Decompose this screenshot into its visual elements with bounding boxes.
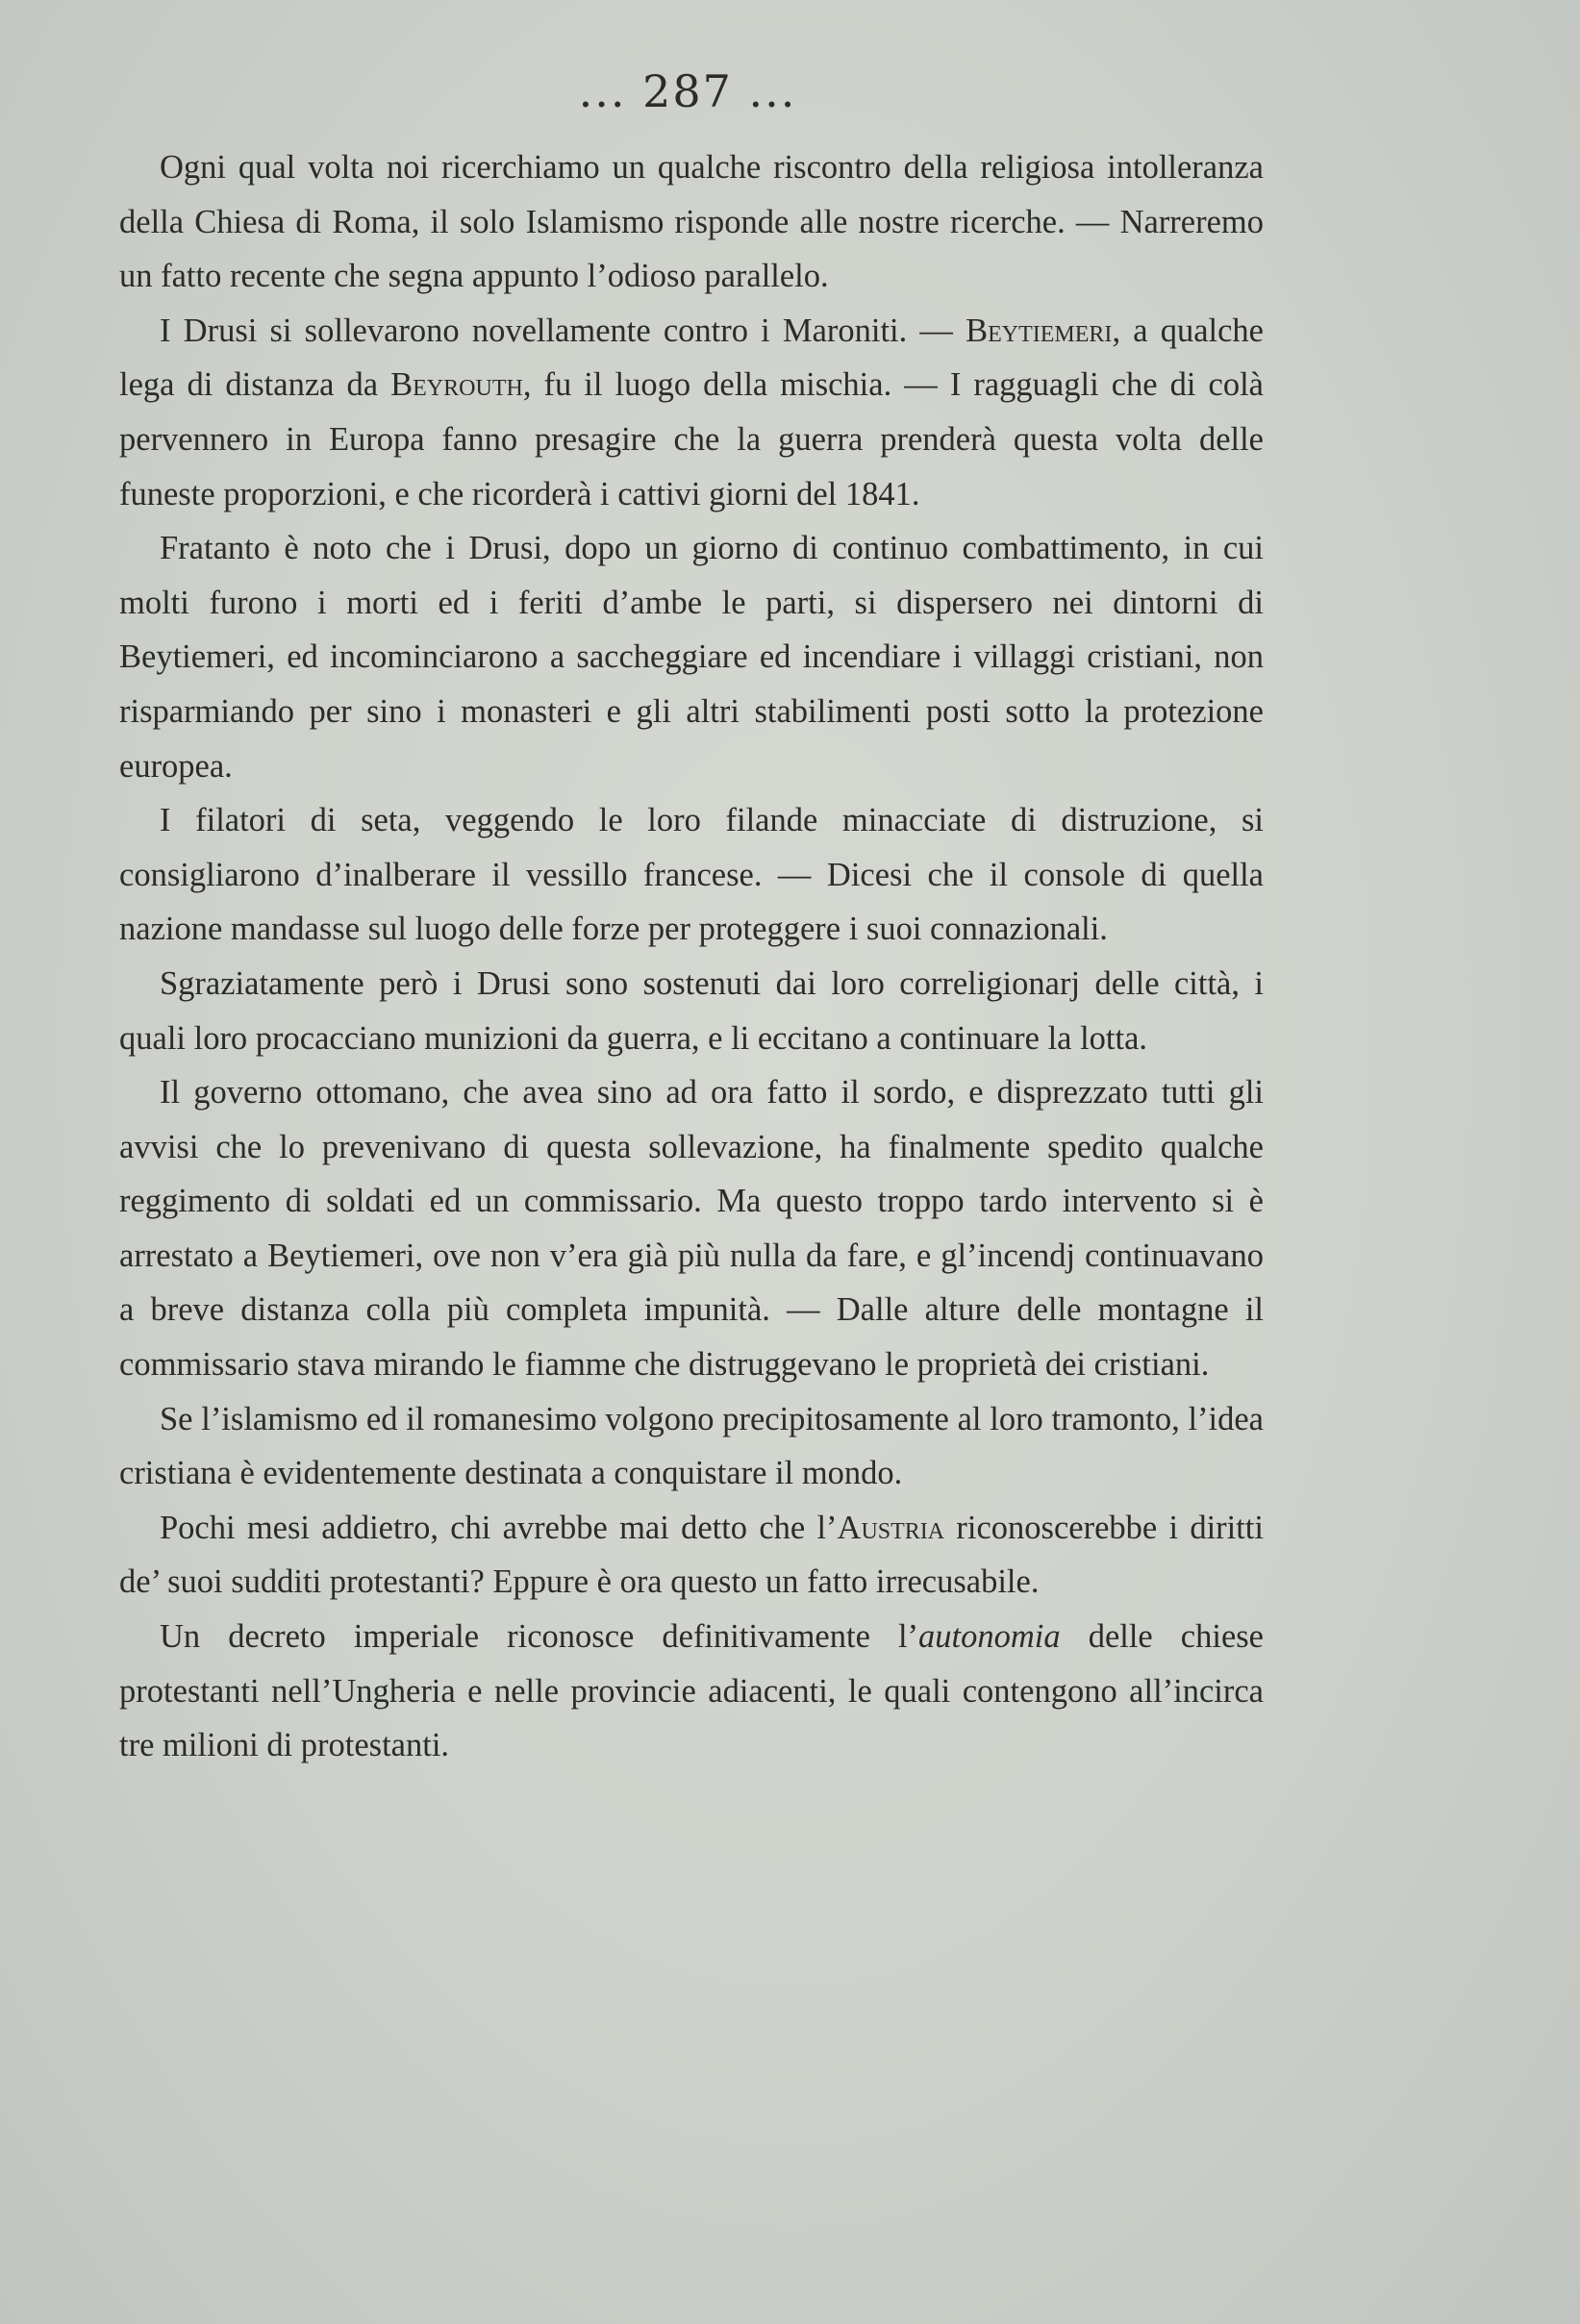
- text-segment: , fu il luogo della mischia. — I ragguagli che di colà pervennero in Europa fanno presagire che la guerra prenderà questa volta delle funeste proporzioni, e che ricorderà i cattivi giorni del 1841.: [119, 366, 1264, 512]
- text-segment: Ogni qual volta noi ricerchiamo un qualche riscontro della religiosa intolleranza della Chiesa di Roma, il solo Islamismo risponde alle nostre ricerche. — Narreremo un fatto recente che segna appunto l’odioso parallelo.: [119, 149, 1264, 295]
- paragraph: [119, 521, 1264, 793]
- text-segment: Sgraziatamente però i Drusi sono sostenuti dai loro correligionarj delle città, i quali loro procacciano munizioni da guerra, e li eccitano a continuare la lotta.: [119, 964, 1264, 1057]
- text-segment: delle chiese protestanti nell’Ungheria e nelle provincie adiacenti, le quali contengono all’incirca tre milioni di protestanti.: [119, 1618, 1264, 1764]
- paragraph: [119, 1610, 1264, 1773]
- text-segment: riconoscerebbe i diritti de’ suoi sudditi protestanti? Eppure è ora questo un fatto irrecusabile.: [119, 1509, 1264, 1601]
- paragraph: [119, 304, 1264, 521]
- emphasized-text: autonomia: [918, 1618, 1061, 1656]
- body-text: [119, 140, 1264, 1773]
- text-segment: , a qualche lega di distanza da: [119, 312, 1264, 404]
- paragraph: [119, 140, 1264, 304]
- paragraph: [119, 1065, 1264, 1392]
- paragraph: [119, 1501, 1264, 1610]
- text-segment: Fratanto è noto che i Drusi, dopo un giorno di continuo combattimento, in cui molti furono i morti ed i feriti d’ambe le parti, si dispersero nei dintorni di Beytiemeri, ed incominciarono a saccheggiare ed incendiare i villaggi cristiani, non risparmiando per sino i monasteri e gli altri stabilimenti posti sotto la protezione europea.: [119, 530, 1264, 785]
- paragraph: [119, 793, 1264, 957]
- text-segment: Il governo ottomano, che avea sino ad ora fatto il sordo, e disprezzato tutti gli avvisi che lo prevenivano di questa sollevazione, ha finalmente spedito qualche reggimento di soldati ed un commissario. Ma questo troppo tardo intervento si è arrestato a Beytiemeri, ove non v’era già più nulla da fare, e gl’incendj continuavano a breve distanza colla più completa impunità. — Dalle alture delle montagne il commissario stava mirando le fiamme che distruggevano le proprietà dei cristiani.: [119, 1074, 1264, 1384]
- paragraph: [119, 1392, 1264, 1501]
- paragraph: [119, 957, 1264, 1065]
- text-segment: I filatori di seta, veggendo le loro filande minacciate di distruzione, si consigliarono d’inalberare il vessillo francese. — Dicesi che il console di quella nazione mandasse sul luogo delle forze per proteggere i suoi connazionali.: [119, 802, 1264, 948]
- text-segment: I Drusi si sollevarono novellamente contro i Maroniti. —: [160, 312, 966, 349]
- text-segment: Un decreto imperiale riconosce definitivamente l’: [160, 1618, 919, 1656]
- text-segment: Pochi mesi addietro, chi avrebbe mai detto che l’: [160, 1509, 838, 1546]
- place-name: Beytiemeri: [966, 312, 1113, 349]
- text-segment: Se l’islamismo ed il romanesimo volgono precipitosamente al loro tramonto, l’idea cristiana è evidentemente destinata a conquistare il mondo.: [119, 1400, 1264, 1492]
- page-number: ... 287 ...: [578, 65, 797, 117]
- place-name: Beyrouth: [390, 366, 523, 404]
- place-name: Austria: [837, 1509, 945, 1546]
